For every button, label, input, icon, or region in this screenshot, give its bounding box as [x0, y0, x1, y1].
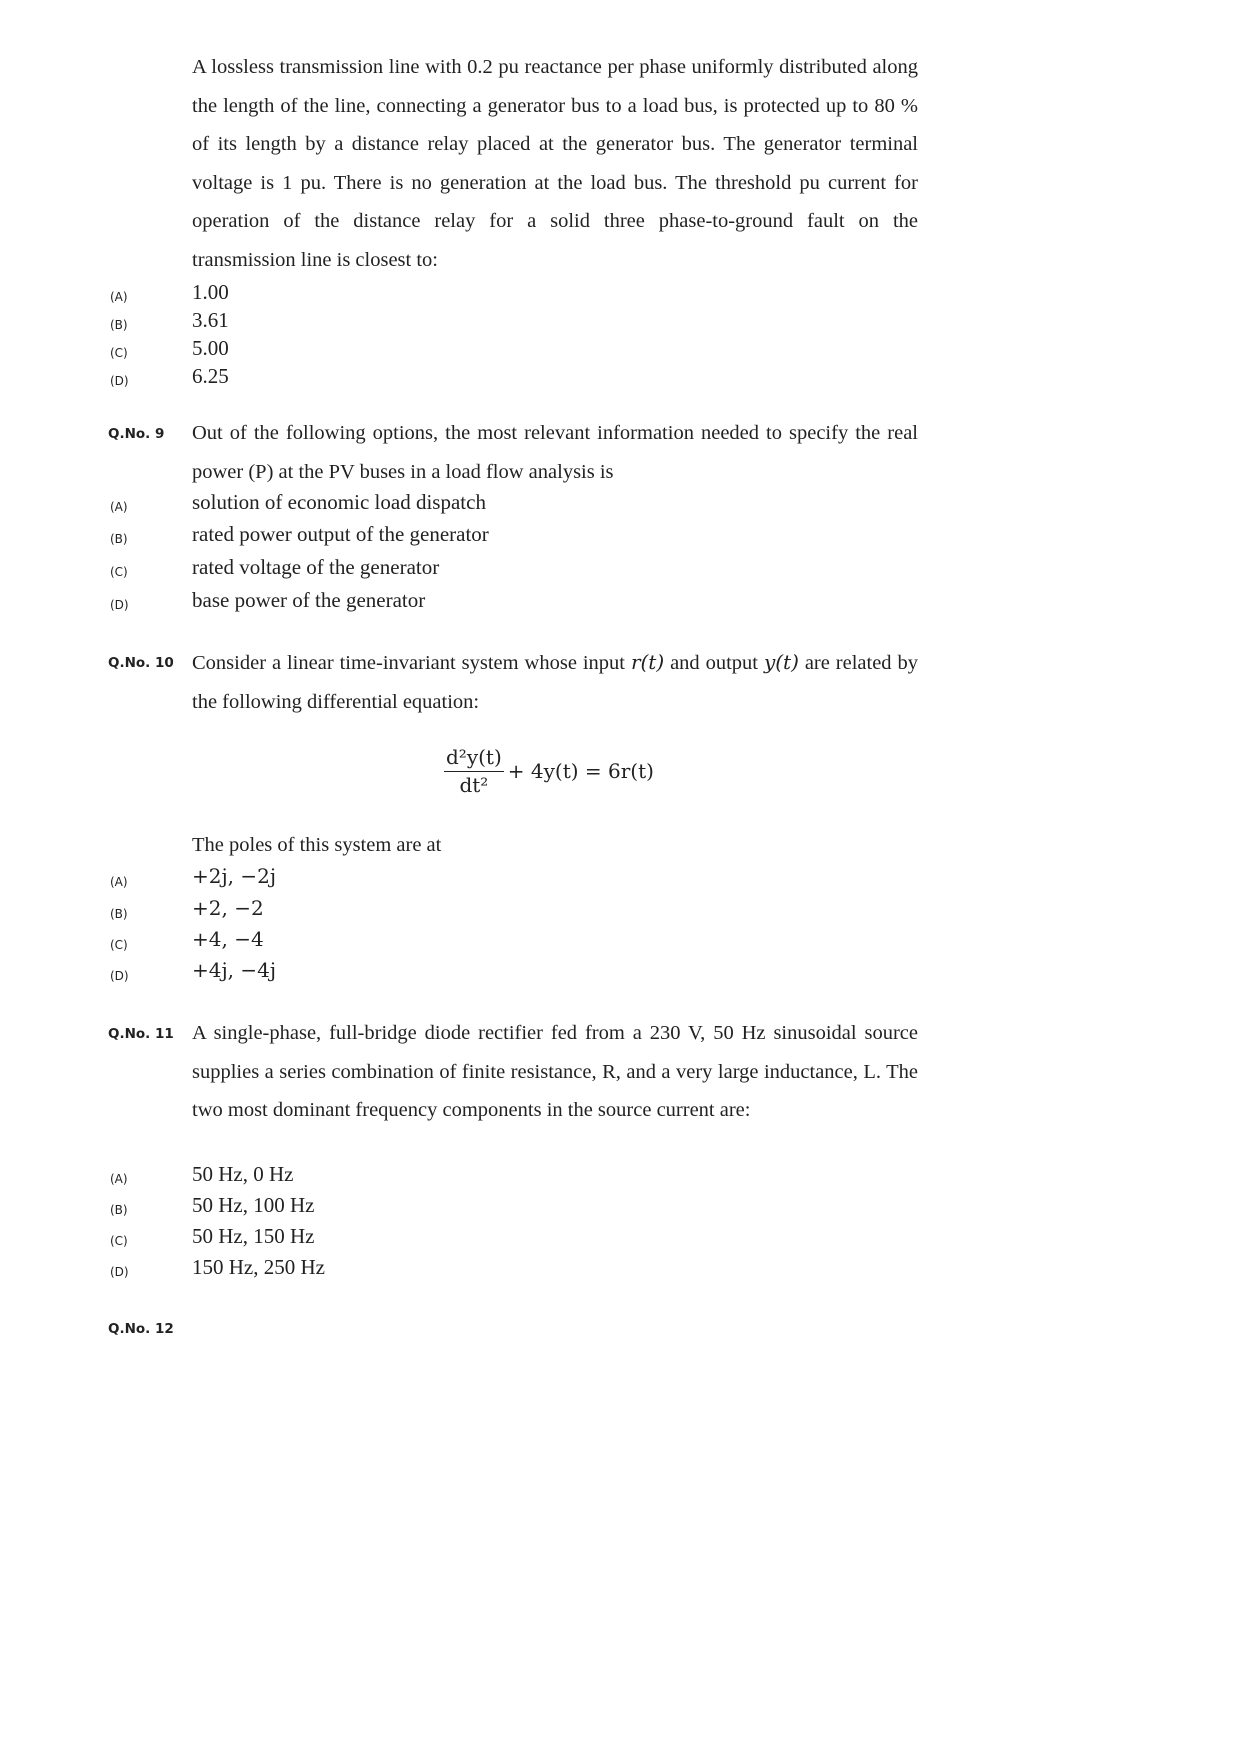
q8-option-a-text: 1.00 — [192, 280, 229, 304]
q10-option-c-label: (C) — [110, 938, 128, 952]
q9-option-c-text: rated voltage of the generator — [192, 555, 440, 579]
q10-option-d-text: +4j, −4j — [192, 958, 277, 982]
q10-stem-part3: are related by the following differential equation: — [192, 652, 918, 713]
q11-stem: A single-phase, full-bridge diode rectifier fed from a 230 V, 50 Hz sinusoidal source supplies a series combination of finite resistance, R, and a very large inductance, L. The two most dominant frequency components in the source current are: — [192, 1022, 918, 1121]
q8-stem: A lossless transmission line with 0.2 pu reactance per phase uniformly distributed along the length of the line, connecting a generator bus to a load bus, is protected up to 80 % of its length by a distance relay placed at the generator bus. The generator terminal voltage is 1 pu. There is no generation at the load bus. The threshold pu current for operation of the distance relay for a solid three phase-to-ground fault on the transmission line is closest to: — [192, 56, 918, 271]
q11-option-c-label: (C) — [110, 1234, 128, 1248]
q9-option-d-label: (D) — [110, 598, 129, 612]
q11-option-a-text: 50 Hz, 0 Hz — [192, 1162, 294, 1186]
equation-rest: + 4y(t) = 6r(t) — [507, 759, 654, 783]
q10-option-a-label: (A) — [110, 875, 128, 889]
q9-option-a-text: solution of economic load dispatch — [192, 490, 486, 514]
q10-number: Q.No. 10 — [108, 655, 174, 671]
q10-after-equation: The poles of this system are at — [192, 834, 442, 856]
q11-option-d-text: 150 Hz, 250 Hz — [192, 1255, 325, 1279]
q8-option-d-label: (D) — [110, 374, 129, 388]
q11-option-b-label: (B) — [110, 1203, 128, 1217]
q8-option-b-text: 3.61 — [192, 308, 229, 332]
equation-denominator: dt² — [459, 773, 489, 797]
q10-differential-equation — [444, 746, 654, 796]
q10-option-d-label: (D) — [110, 969, 129, 983]
q10-stem-part1: Consider a linear time-invariant system whose input — [192, 652, 631, 674]
q8-option-b-label: (B) — [110, 318, 128, 332]
q11-option-a-label: (A) — [110, 1172, 128, 1186]
q8-option-c-text: 5.00 — [192, 336, 229, 360]
q10-option-b-text: +2, −2 — [192, 896, 264, 920]
q10-stem-part2: and output — [664, 652, 764, 674]
q10-stem — [192, 643, 918, 721]
q12-number: Q.No. 12 — [108, 1321, 174, 1337]
q10-option-a-text: +2j, −2j — [192, 864, 277, 888]
equation-numerator: d²y(t) — [444, 746, 504, 772]
q11-number: Q.No. 11 — [108, 1026, 174, 1042]
q9-option-b-text: rated power output of the generator — [192, 522, 489, 546]
q9-number: Q.No. 9 — [108, 426, 165, 442]
q11-option-d-label: (D) — [110, 1265, 129, 1279]
q8-option-d-text: 6.25 — [192, 364, 229, 388]
q9-option-a-label: (A) — [110, 500, 128, 514]
q8-option-c-label: (C) — [110, 346, 128, 360]
q10-option-b-label: (B) — [110, 907, 128, 921]
q11-option-c-text: 50 Hz, 150 Hz — [192, 1224, 315, 1248]
q9-stem: Out of the following options, the most relevant information needed to specify the real power (P) at the PV buses in a load flow analysis is — [192, 422, 918, 483]
q9-option-d-text: base power of the generator — [192, 588, 426, 612]
equation-fraction — [444, 746, 504, 796]
q8-option-a-label: (A) — [110, 290, 128, 304]
q9-option-c-label: (C) — [110, 565, 128, 579]
q10-option-c-text: +4, −4 — [192, 927, 264, 951]
q10-input-symbol: r(t) — [630, 650, 665, 674]
q11-option-b-text: 50 Hz, 100 Hz — [192, 1193, 315, 1217]
q9-option-b-label: (B) — [110, 532, 128, 546]
q10-output-symbol: y(t) — [763, 650, 799, 674]
